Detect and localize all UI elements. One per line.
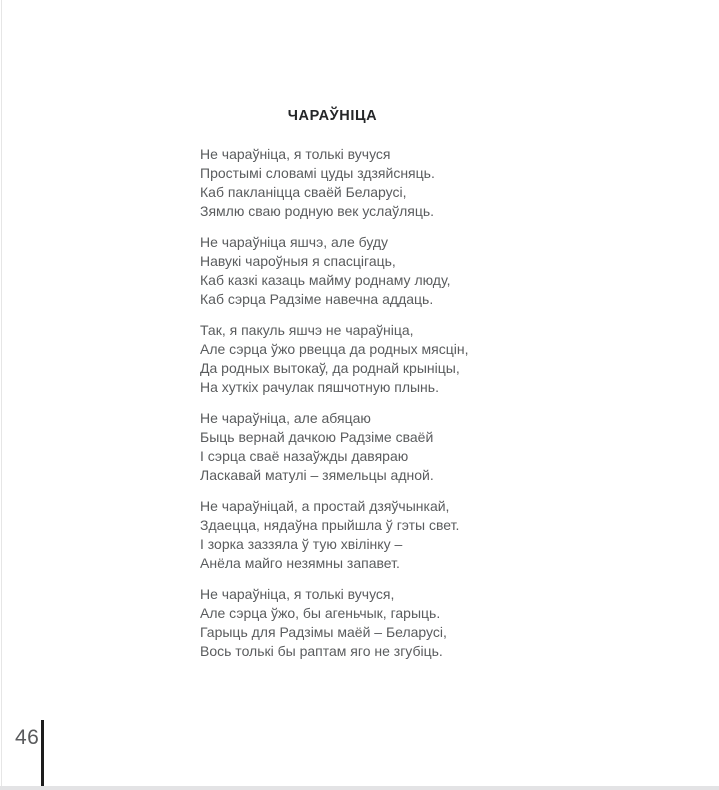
- poem-line: Гарыць для Радзімы маёй – Беларусі,: [200, 624, 447, 640]
- poem-line: Вось толькі бы раптам яго не згубіць.: [200, 643, 443, 659]
- stanza-2: [200, 233, 465, 309]
- page-bottom-edge: [0, 786, 719, 790]
- poem: [200, 106, 469, 661]
- footer-rule: [41, 720, 44, 786]
- poem-line: І сэрца сваё назаўжды давяраю: [200, 448, 409, 464]
- poem-line: І зорка заззяла ў тую хвілінку –: [200, 536, 403, 552]
- poem-line: Але сэрца ўжо рвецца да родных мясцін,: [200, 341, 469, 357]
- poem-line: Не чараўніцай, а простай дзяўчынкай,: [200, 498, 450, 514]
- stanza-1: [200, 145, 465, 221]
- poem-line: Не чараўніца, але абяцаю: [200, 410, 371, 426]
- poem-line: На хуткіх рачулак пяшчотную плынь.: [200, 379, 439, 395]
- poem-line: Каб пакланіцца сваёй Беларусі,: [200, 184, 407, 200]
- poem-line: Так, я пакуль яшчэ не чараўніца,: [200, 322, 414, 338]
- poem-line: Не чараўніца яшчэ, але буду: [200, 234, 389, 250]
- poem-line: Быць вернай дачкою Радзіме сваёй: [200, 429, 434, 445]
- poem-line: Простымі словамі цуды здзяйсняць.: [200, 165, 435, 181]
- stanza-6: [200, 585, 465, 661]
- page-left-edge: [1, 0, 2, 790]
- stanza-3: [200, 321, 469, 397]
- stanza-5: [200, 497, 465, 573]
- poem-line: Каб сэрца Радзіме навечна аддаць.: [200, 291, 434, 307]
- poem-line: Не чараўніца, я толькі вучуся: [200, 146, 391, 162]
- poem-line: Да родных вытокаў, да роднай крыніцы,: [200, 360, 460, 376]
- poem-title: ЧАРАЎНІЦА: [287, 108, 378, 124]
- poem-line: Ласкавай матулі – зямельцы адной.: [200, 467, 434, 483]
- poem-line: Але сэрца ўжо, бы агеньчык, гарыць.: [200, 605, 441, 621]
- poem-line: Не чараўніца, я толькі вучуся,: [200, 586, 395, 602]
- poem-line: Здаецца, нядаўна прыйшла ў гэты свет.: [200, 517, 460, 533]
- poem-line: Зямлю сваю родную век услаўляць.: [200, 203, 435, 219]
- poem-line: Каб казкі казаць майму роднаму люду,: [200, 272, 451, 288]
- stanza-4: [200, 409, 465, 485]
- poem-line: Навукі чароўныя я спасцігаць,: [200, 253, 396, 269]
- poem-line: Анёла майго незямны запавет.: [200, 555, 400, 571]
- page-number: 46: [15, 726, 40, 749]
